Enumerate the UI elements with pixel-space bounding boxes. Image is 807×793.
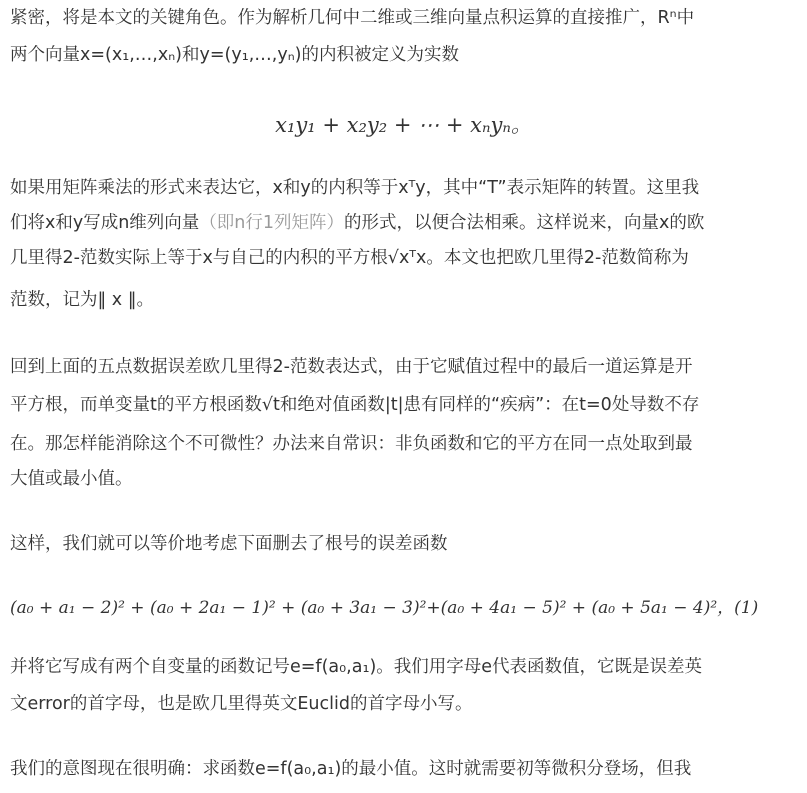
text-segment: 的形式，以便合法相乘。这样说来，向量x的欧 [344, 213, 705, 233]
text-line: 回到上面的五点数据误差欧几里得2-范数表达式，由于它赋值过程中的最后一道运算是开 [10, 357, 693, 377]
text-line: 几里得2-范数实际上等于x与自己的内积的平方根√xᵀx。本文也把欧几里得2-范数简称为 [10, 248, 689, 268]
text-line: 紧密，将是本文的关键角色。作为解析几何中二维或三维向量点积运算的直接推广，Rⁿ中 [10, 8, 695, 28]
text-line: 平方根，而单变量t的平方根函数√t和绝对值函数|t|患有同样的“疾病”：在t=0处导数不存 [10, 395, 700, 415]
text-line [10, 211, 704, 235]
parenthetical-note: （即n行1列矩阵） [199, 213, 345, 233]
text-line: 我们的意图现在很明确：求函数e=f(a₀,a₁)的最小值。这时就需要初等微积分登场，但我 [10, 759, 692, 779]
error-function-formula: (a₀ + a₁ − 2)² + (a₀ + 2a₁ − 1)² + (a₀ + 3a₁ − 3)²+(a₀ + 4a₁ − 5)² + (a₀ + 5a₁ − 4)²，(1) [10, 598, 759, 618]
text-line: 并将它写成有两个自变量的函数记号e=f(a₀,a₁)。我们用字母e代表函数值，它既是误差英 [10, 657, 703, 677]
text-line: 这样，我们就可以等价地考虑下面删去了根号的误差函数 [10, 534, 448, 554]
text-line: 范数，记为‖ x ‖。 [10, 290, 154, 310]
text-line: 文error的首字母，也是欧几里得英文Euclid的首字母小写。 [10, 694, 473, 714]
inner-product-formula: x₁y₁ + x₂y₂ + ⋯ + xₙyₙ。 [275, 113, 532, 137]
text-line: 大值或最小值。 [10, 469, 133, 489]
text-line: 在。那怎样能消除这个不可微性？办法来自常识：非负函数和它的平方在同一点处取到最 [10, 434, 693, 454]
text-line: 如果用矩阵乘法的形式来表达它，x和y的内积等于xᵀy，其中“T”表示矩阵的转置。这里我 [10, 178, 700, 198]
text-segment: 们将x和y写成n维列向量 [10, 213, 200, 233]
text-line: 两个向量x=(x₁,…,xₙ)和y=(y₁,…,yₙ)的内积被定义为实数 [10, 45, 460, 65]
